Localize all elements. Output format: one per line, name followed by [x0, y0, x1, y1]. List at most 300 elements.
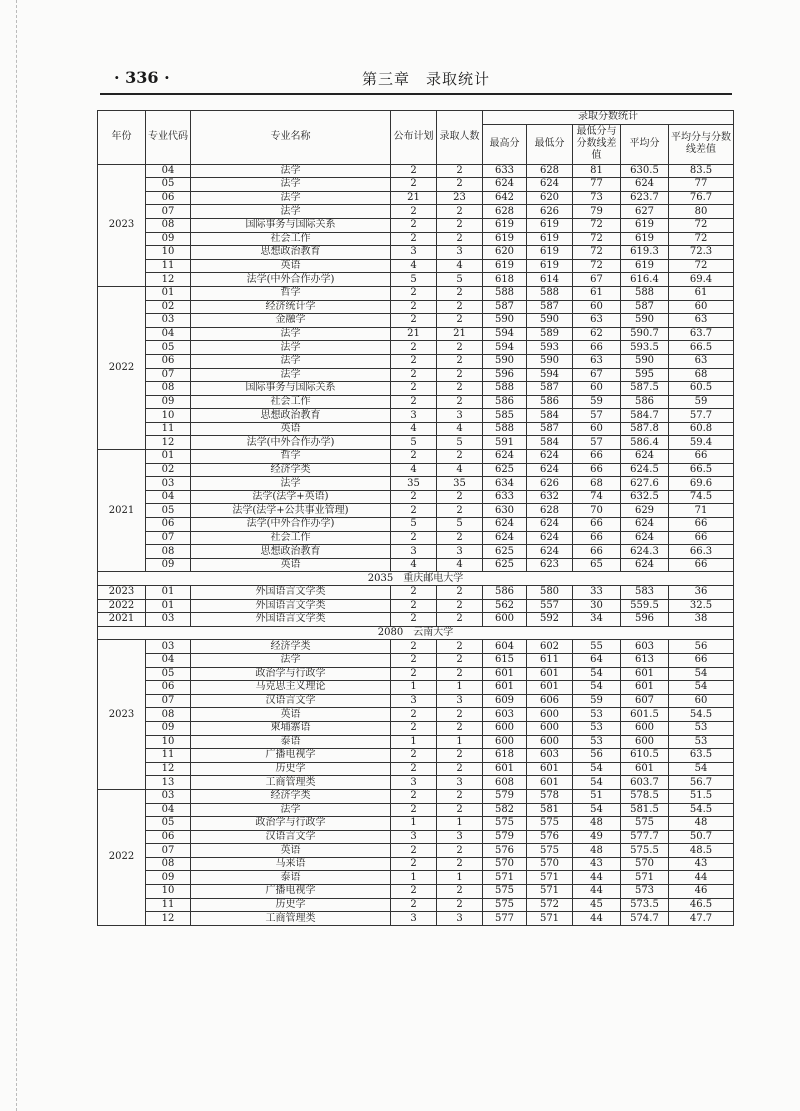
avg-score-cell: 586	[621, 395, 669, 409]
code-cell: 04	[146, 490, 191, 504]
max-score-cell: 588	[483, 286, 527, 300]
avg-diff-cell: 80	[669, 205, 734, 219]
plan-cell: 2	[391, 218, 437, 232]
min-diff-cell: 54	[573, 776, 621, 790]
major-name-cell: 思想政治教育	[191, 545, 391, 559]
table-row	[98, 857, 734, 871]
plan-cell: 2	[391, 286, 437, 300]
avg-diff-cell: 44	[669, 871, 734, 885]
max-score-cell: 642	[483, 191, 527, 205]
code-cell: 08	[146, 708, 191, 722]
min-diff-cell: 54	[573, 681, 621, 695]
major-name-cell: 国际事务与国际关系	[191, 382, 391, 396]
avg-score-cell: 610.5	[621, 749, 669, 763]
avg-score-cell: 583	[621, 586, 669, 600]
min-diff-cell: 48	[573, 844, 621, 858]
min-diff-cell: 33	[573, 586, 621, 600]
avg-diff-cell: 63.5	[669, 749, 734, 763]
min-diff-cell: 68	[573, 477, 621, 491]
avg-diff-cell: 54	[669, 681, 734, 695]
major-name-cell: 法学(法学+公共事业管理)	[191, 504, 391, 518]
table-row	[98, 246, 734, 260]
min-diff-cell: 61	[573, 286, 621, 300]
min-diff-cell: 59	[573, 395, 621, 409]
admit-cell: 2	[437, 354, 483, 368]
major-name-cell: 社会工作	[191, 395, 391, 409]
code-cell: 05	[146, 667, 191, 681]
avg-diff-cell: 54	[669, 762, 734, 776]
table-row	[98, 300, 734, 314]
plan-cell: 2	[391, 667, 437, 681]
table-row	[98, 273, 734, 287]
avg-score-cell: 603	[621, 640, 669, 654]
major-name-cell: 英语	[191, 558, 391, 572]
avg-score-cell: 601	[621, 667, 669, 681]
avg-diff-cell: 50.7	[669, 830, 734, 844]
header-min-diff: 最低分与分数线差值	[573, 124, 621, 164]
admit-cell: 2	[437, 178, 483, 192]
table-row	[98, 844, 734, 858]
max-score-cell: 577	[483, 912, 527, 926]
major-name-cell: 法学	[191, 653, 391, 667]
min-diff-cell: 59	[573, 694, 621, 708]
min-score-cell: 606	[527, 694, 573, 708]
plan-cell: 3	[391, 694, 437, 708]
plan-cell: 2	[391, 721, 437, 735]
min-score-cell: 632	[527, 490, 573, 504]
plan-cell: 2	[391, 354, 437, 368]
admit-cell: 2	[437, 164, 483, 178]
avg-diff-cell: 66.5	[669, 463, 734, 477]
avg-score-cell: 629	[621, 504, 669, 518]
code-cell: 12	[146, 436, 191, 450]
table-row	[98, 205, 734, 219]
avg-score-cell: 613	[621, 653, 669, 667]
major-name-cell: 法学	[191, 205, 391, 219]
table-row	[98, 341, 734, 355]
avg-score-cell: 559.5	[621, 599, 669, 613]
avg-score-cell: 601.5	[621, 708, 669, 722]
min-score-cell: 619	[527, 218, 573, 232]
admit-cell: 2	[437, 749, 483, 763]
plan-cell: 5	[391, 273, 437, 287]
table-row	[98, 640, 734, 654]
table-row	[98, 681, 734, 695]
avg-score-cell: 623.7	[621, 191, 669, 205]
table-row	[98, 545, 734, 559]
avg-score-cell: 584.7	[621, 409, 669, 423]
min-score-cell: 628	[527, 504, 573, 518]
major-name-cell: 法学(中外合作办学)	[191, 518, 391, 532]
avg-diff-cell: 60.8	[669, 422, 734, 436]
table-row	[98, 749, 734, 763]
major-name-cell: 工商管理类	[191, 912, 391, 926]
admission-score-table	[97, 110, 734, 926]
min-diff-cell: 62	[573, 327, 621, 341]
plan-cell: 2	[391, 368, 437, 382]
max-score-cell: 562	[483, 599, 527, 613]
header-min: 最低分	[527, 124, 573, 164]
max-score-cell: 609	[483, 694, 527, 708]
max-score-cell: 587	[483, 300, 527, 314]
code-cell: 05	[146, 178, 191, 192]
code-cell: 06	[146, 354, 191, 368]
major-name-cell: 英语	[191, 259, 391, 273]
avg-diff-cell: 53	[669, 721, 734, 735]
plan-cell: 2	[391, 613, 437, 627]
table-row	[98, 395, 734, 409]
avg-diff-cell: 47.7	[669, 912, 734, 926]
major-name-cell: 法学	[191, 164, 391, 178]
min-score-cell: 626	[527, 477, 573, 491]
avg-score-cell: 570	[621, 857, 669, 871]
avg-score-cell: 596	[621, 613, 669, 627]
min-diff-cell: 44	[573, 885, 621, 899]
min-diff-cell: 54	[573, 667, 621, 681]
avg-score-cell: 575	[621, 817, 669, 831]
avg-diff-cell: 66	[669, 653, 734, 667]
max-score-cell: 630	[483, 504, 527, 518]
min-score-cell: 594	[527, 368, 573, 382]
table-row	[98, 490, 734, 504]
min-diff-cell: 81	[573, 164, 621, 178]
avg-diff-cell: 56	[669, 640, 734, 654]
major-name-cell: 广播电视学	[191, 885, 391, 899]
max-score-cell: 634	[483, 477, 527, 491]
plan-cell: 21	[391, 191, 437, 205]
min-score-cell: 578	[527, 789, 573, 803]
code-cell: 12	[146, 273, 191, 287]
code-cell: 11	[146, 422, 191, 436]
table-row	[98, 871, 734, 885]
max-score-cell: 596	[483, 368, 527, 382]
avg-score-cell: 581.5	[621, 803, 669, 817]
min-score-cell: 587	[527, 422, 573, 436]
avg-score-cell: 587.5	[621, 382, 669, 396]
admit-cell: 1	[437, 871, 483, 885]
admit-cell: 3	[437, 545, 483, 559]
admit-cell: 2	[437, 531, 483, 545]
max-score-cell: 620	[483, 246, 527, 260]
admit-cell: 2	[437, 885, 483, 899]
min-diff-cell: 49	[573, 830, 621, 844]
table-row	[98, 314, 734, 328]
min-score-cell: 601	[527, 681, 573, 695]
avg-diff-cell: 43	[669, 857, 734, 871]
min-diff-cell: 66	[573, 545, 621, 559]
code-cell: 02	[146, 463, 191, 477]
admit-cell: 2	[437, 395, 483, 409]
table-row	[98, 613, 734, 627]
major-name-cell: 泰语	[191, 871, 391, 885]
admit-cell: 3	[437, 830, 483, 844]
min-diff-cell: 64	[573, 653, 621, 667]
admit-cell: 2	[437, 586, 483, 600]
table-row	[98, 817, 734, 831]
table-row	[98, 653, 734, 667]
max-score-cell: 625	[483, 558, 527, 572]
plan-cell: 2	[391, 789, 437, 803]
avg-diff-cell: 59	[669, 395, 734, 409]
avg-diff-cell: 83.5	[669, 164, 734, 178]
avg-diff-cell: 54	[669, 667, 734, 681]
max-score-cell: 619	[483, 259, 527, 273]
plan-cell: 2	[391, 178, 437, 192]
min-score-cell: 619	[527, 246, 573, 260]
admit-cell: 2	[437, 382, 483, 396]
avg-diff-cell: 76.7	[669, 191, 734, 205]
code-cell: 06	[146, 681, 191, 695]
plan-cell: 2	[391, 504, 437, 518]
min-diff-cell: 63	[573, 314, 621, 328]
plan-cell: 2	[391, 531, 437, 545]
table-row	[98, 912, 734, 926]
major-name-cell: 法学	[191, 327, 391, 341]
admit-cell: 1	[437, 681, 483, 695]
avg-diff-cell: 57.7	[669, 409, 734, 423]
min-score-cell: 600	[527, 721, 573, 735]
min-score-cell: 570	[527, 857, 573, 871]
major-name-cell: 哲学	[191, 286, 391, 300]
avg-score-cell: 573	[621, 885, 669, 899]
header-avg-diff: 平均分与分数线差值	[669, 124, 734, 164]
avg-diff-cell: 72.3	[669, 246, 734, 260]
min-score-cell: 588	[527, 286, 573, 300]
plan-cell: 2	[391, 762, 437, 776]
major-name-cell: 政治学与行政学	[191, 667, 391, 681]
code-cell: 04	[146, 164, 191, 178]
avg-diff-cell: 53	[669, 735, 734, 749]
min-score-cell: 601	[527, 667, 573, 681]
major-name-cell: 法学	[191, 477, 391, 491]
code-cell: 11	[146, 749, 191, 763]
plan-cell: 2	[391, 844, 437, 858]
min-score-cell: 624	[527, 531, 573, 545]
admit-cell: 5	[437, 436, 483, 450]
max-score-cell: 591	[483, 436, 527, 450]
min-diff-cell: 63	[573, 354, 621, 368]
header-avg: 平均分	[621, 124, 669, 164]
max-score-cell: 582	[483, 803, 527, 817]
min-diff-cell: 77	[573, 178, 621, 192]
admit-cell: 2	[437, 898, 483, 912]
avg-score-cell: 627	[621, 205, 669, 219]
min-diff-cell: 53	[573, 721, 621, 735]
min-score-cell: 590	[527, 354, 573, 368]
plan-cell: 2	[391, 898, 437, 912]
avg-score-cell: 574.7	[621, 912, 669, 926]
max-score-cell: 601	[483, 762, 527, 776]
major-name-cell: 泰语	[191, 735, 391, 749]
min-diff-cell: 53	[573, 708, 621, 722]
admit-cell: 2	[437, 803, 483, 817]
min-diff-cell: 30	[573, 599, 621, 613]
code-cell: 03	[146, 613, 191, 627]
min-score-cell: 619	[527, 259, 573, 273]
code-cell: 10	[146, 885, 191, 899]
avg-score-cell: 630.5	[621, 164, 669, 178]
min-diff-cell: 45	[573, 898, 621, 912]
major-name-cell: 英语	[191, 422, 391, 436]
avg-score-cell: 616.4	[621, 273, 669, 287]
table-row	[98, 327, 734, 341]
max-score-cell: 576	[483, 844, 527, 858]
plan-cell: 3	[391, 912, 437, 926]
avg-diff-cell: 63.7	[669, 327, 734, 341]
min-score-cell: 557	[527, 599, 573, 613]
code-cell: 06	[146, 191, 191, 205]
admit-cell: 4	[437, 259, 483, 273]
code-cell: 03	[146, 789, 191, 803]
code-cell: 01	[146, 586, 191, 600]
avg-score-cell: 595	[621, 368, 669, 382]
code-cell: 03	[146, 314, 191, 328]
max-score-cell: 619	[483, 218, 527, 232]
admit-cell: 2	[437, 844, 483, 858]
plan-cell: 3	[391, 776, 437, 790]
chapter-title: 第三章 录取统计	[362, 70, 491, 88]
plan-cell: 4	[391, 463, 437, 477]
plan-cell: 5	[391, 518, 437, 532]
code-cell: 07	[146, 531, 191, 545]
min-score-cell: 624	[527, 450, 573, 464]
min-score-cell: 592	[527, 613, 573, 627]
admit-cell: 3	[437, 694, 483, 708]
plan-cell: 2	[391, 341, 437, 355]
admit-cell: 2	[437, 640, 483, 654]
avg-diff-cell: 71	[669, 504, 734, 518]
table-row	[98, 518, 734, 532]
min-score-cell: 571	[527, 871, 573, 885]
table-row	[98, 885, 734, 899]
admit-cell: 35	[437, 477, 483, 491]
avg-diff-cell: 68	[669, 368, 734, 382]
major-name-cell: 英语	[191, 708, 391, 722]
max-score-cell: 588	[483, 382, 527, 396]
major-name-cell: 柬埔寨语	[191, 721, 391, 735]
admit-cell: 2	[437, 857, 483, 871]
major-name-cell: 哲学	[191, 450, 391, 464]
plan-cell: 1	[391, 681, 437, 695]
min-score-cell: 572	[527, 898, 573, 912]
min-score-cell: 589	[527, 327, 573, 341]
admit-cell: 1	[437, 817, 483, 831]
avg-diff-cell: 59.4	[669, 436, 734, 450]
admit-cell: 5	[437, 518, 483, 532]
max-score-cell: 601	[483, 667, 527, 681]
plan-cell: 2	[391, 450, 437, 464]
avg-score-cell: 600	[621, 721, 669, 735]
major-name-cell: 法学	[191, 191, 391, 205]
avg-diff-cell: 66	[669, 531, 734, 545]
max-score-cell: 586	[483, 395, 527, 409]
plan-cell: 3	[391, 409, 437, 423]
table-row	[98, 286, 734, 300]
avg-diff-cell: 69.6	[669, 477, 734, 491]
min-diff-cell: 67	[573, 273, 621, 287]
min-score-cell: 580	[527, 586, 573, 600]
admit-cell: 21	[437, 327, 483, 341]
avg-diff-cell: 46	[669, 885, 734, 899]
admit-cell: 3	[437, 776, 483, 790]
min-score-cell: 602	[527, 640, 573, 654]
admit-cell: 2	[437, 667, 483, 681]
min-score-cell: 587	[527, 382, 573, 396]
min-score-cell: 626	[527, 205, 573, 219]
max-score-cell: 588	[483, 422, 527, 436]
plan-cell: 2	[391, 749, 437, 763]
admit-cell: 2	[437, 232, 483, 246]
max-score-cell: 633	[483, 164, 527, 178]
avg-diff-cell: 72	[669, 232, 734, 246]
avg-score-cell: 619	[621, 259, 669, 273]
code-cell: 05	[146, 341, 191, 355]
min-diff-cell: 60	[573, 382, 621, 396]
min-diff-cell: 57	[573, 409, 621, 423]
admit-cell: 2	[437, 653, 483, 667]
admit-cell: 2	[437, 708, 483, 722]
min-diff-cell: 60	[573, 422, 621, 436]
admit-cell: 3	[437, 409, 483, 423]
avg-diff-cell: 36	[669, 586, 734, 600]
header-plan: 公布计划	[391, 111, 437, 165]
avg-score-cell: 578.5	[621, 789, 669, 803]
code-cell: 07	[146, 694, 191, 708]
admit-cell: 2	[437, 450, 483, 464]
avg-score-cell: 575.5	[621, 844, 669, 858]
avg-score-cell: 600	[621, 735, 669, 749]
avg-score-cell: 587.8	[621, 422, 669, 436]
code-cell: 04	[146, 803, 191, 817]
avg-diff-cell: 63	[669, 354, 734, 368]
avg-diff-cell: 69.4	[669, 273, 734, 287]
min-score-cell: 620	[527, 191, 573, 205]
table-row	[98, 354, 734, 368]
page-header	[100, 66, 732, 92]
code-cell: 02	[146, 300, 191, 314]
admit-cell: 2	[437, 218, 483, 232]
header-rule	[100, 93, 732, 95]
min-score-cell: 575	[527, 844, 573, 858]
code-cell: 04	[146, 327, 191, 341]
min-score-cell: 575	[527, 817, 573, 831]
plan-cell: 2	[391, 653, 437, 667]
avg-diff-cell: 77	[669, 178, 734, 192]
code-cell: 13	[146, 776, 191, 790]
table-row	[98, 694, 734, 708]
avg-score-cell: 607	[621, 694, 669, 708]
major-name-cell: 经济学类	[191, 463, 391, 477]
min-diff-cell: 67	[573, 368, 621, 382]
max-score-cell: 604	[483, 640, 527, 654]
plan-cell: 2	[391, 490, 437, 504]
min-score-cell: 586	[527, 395, 573, 409]
code-cell: 12	[146, 912, 191, 926]
min-score-cell: 571	[527, 912, 573, 926]
min-score-cell: 571	[527, 885, 573, 899]
min-diff-cell: 72	[573, 218, 621, 232]
major-name-cell: 工商管理类	[191, 776, 391, 790]
plan-cell: 2	[391, 205, 437, 219]
header-code: 专业代码	[146, 111, 191, 165]
header-major: 专业名称	[191, 111, 391, 165]
min-diff-cell: 72	[573, 259, 621, 273]
avg-score-cell: 603.7	[621, 776, 669, 790]
code-cell: 12	[146, 762, 191, 776]
avg-diff-cell: 46.5	[669, 898, 734, 912]
admit-cell: 2	[437, 762, 483, 776]
avg-diff-cell: 32.5	[669, 599, 734, 613]
